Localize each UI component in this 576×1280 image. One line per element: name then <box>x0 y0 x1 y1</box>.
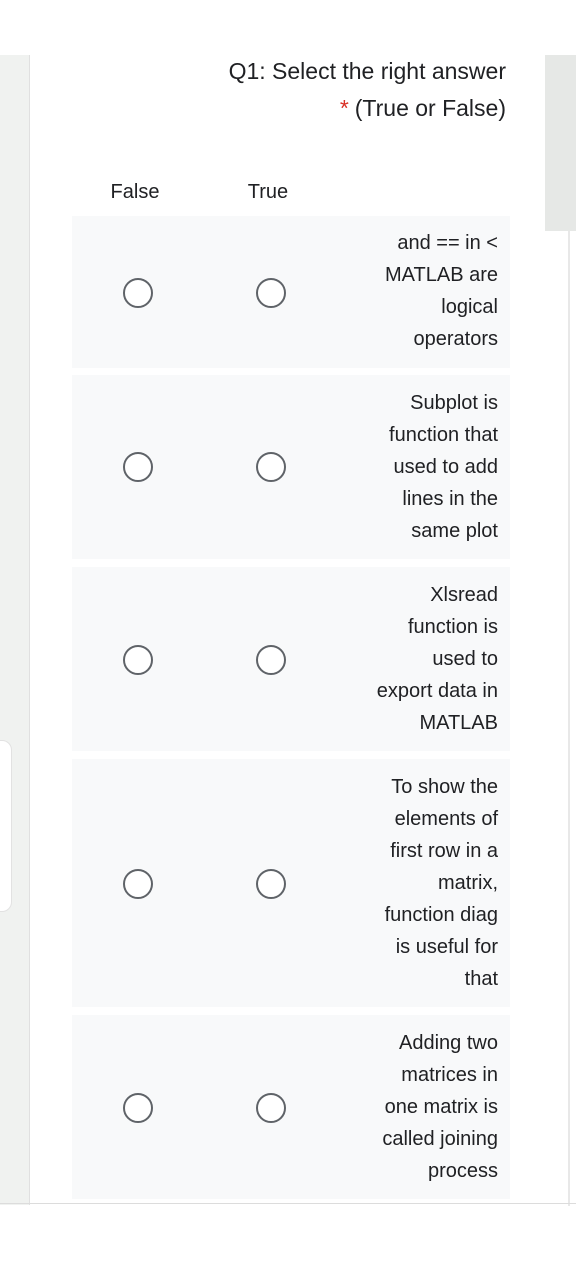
row-3-label: Xlsread function is used to export data in MATLAB <box>376 584 498 734</box>
radio-row-2-false[interactable] <box>123 452 153 482</box>
row-4-label: To show the elements of first row in a matrix, function diag is useful for that <box>384 776 498 990</box>
top-band <box>0 0 576 55</box>
question-subtitle-text: (True or False) <box>354 95 506 121</box>
radio-row-1-false[interactable] <box>123 278 153 308</box>
question-subtitle <box>340 93 506 123</box>
row-2-label: Subplot is function that used to add lines in the same plot <box>389 392 498 542</box>
radio-row-1-true[interactable] <box>256 278 286 308</box>
right-page-edge <box>545 55 576 231</box>
grid-row-5 <box>72 1015 510 1199</box>
column-header-false: False <box>110 181 160 203</box>
left-page-edge <box>0 55 30 1205</box>
right-edge-divider <box>568 231 570 1206</box>
grid-row-1 <box>72 216 510 368</box>
column-header-true: True <box>247 181 289 203</box>
grid-row-2 <box>72 375 510 559</box>
radio-row-5-true[interactable] <box>256 1093 286 1123</box>
radio-row-5-false[interactable] <box>123 1093 153 1123</box>
side-scroll-handle[interactable] <box>0 740 12 912</box>
required-star: * <box>339 95 349 121</box>
radio-row-4-false[interactable] <box>123 869 153 899</box>
radio-row-4-true[interactable] <box>256 869 286 899</box>
radio-row-2-true[interactable] <box>256 452 286 482</box>
grid-row-3 <box>72 567 510 751</box>
grid-row-4 <box>72 759 510 1007</box>
left-edge-divider <box>29 55 30 1205</box>
row-5-label: Adding two matrices in one matrix is called joining process <box>382 1032 498 1182</box>
bottom-divider <box>0 1203 576 1204</box>
row-1-label: and == in < MATLAB are logical operators <box>385 232 498 350</box>
radio-row-3-false[interactable] <box>123 645 153 675</box>
question-title: Q1: Select the right answer <box>228 58 506 84</box>
radio-row-3-true[interactable] <box>256 645 286 675</box>
